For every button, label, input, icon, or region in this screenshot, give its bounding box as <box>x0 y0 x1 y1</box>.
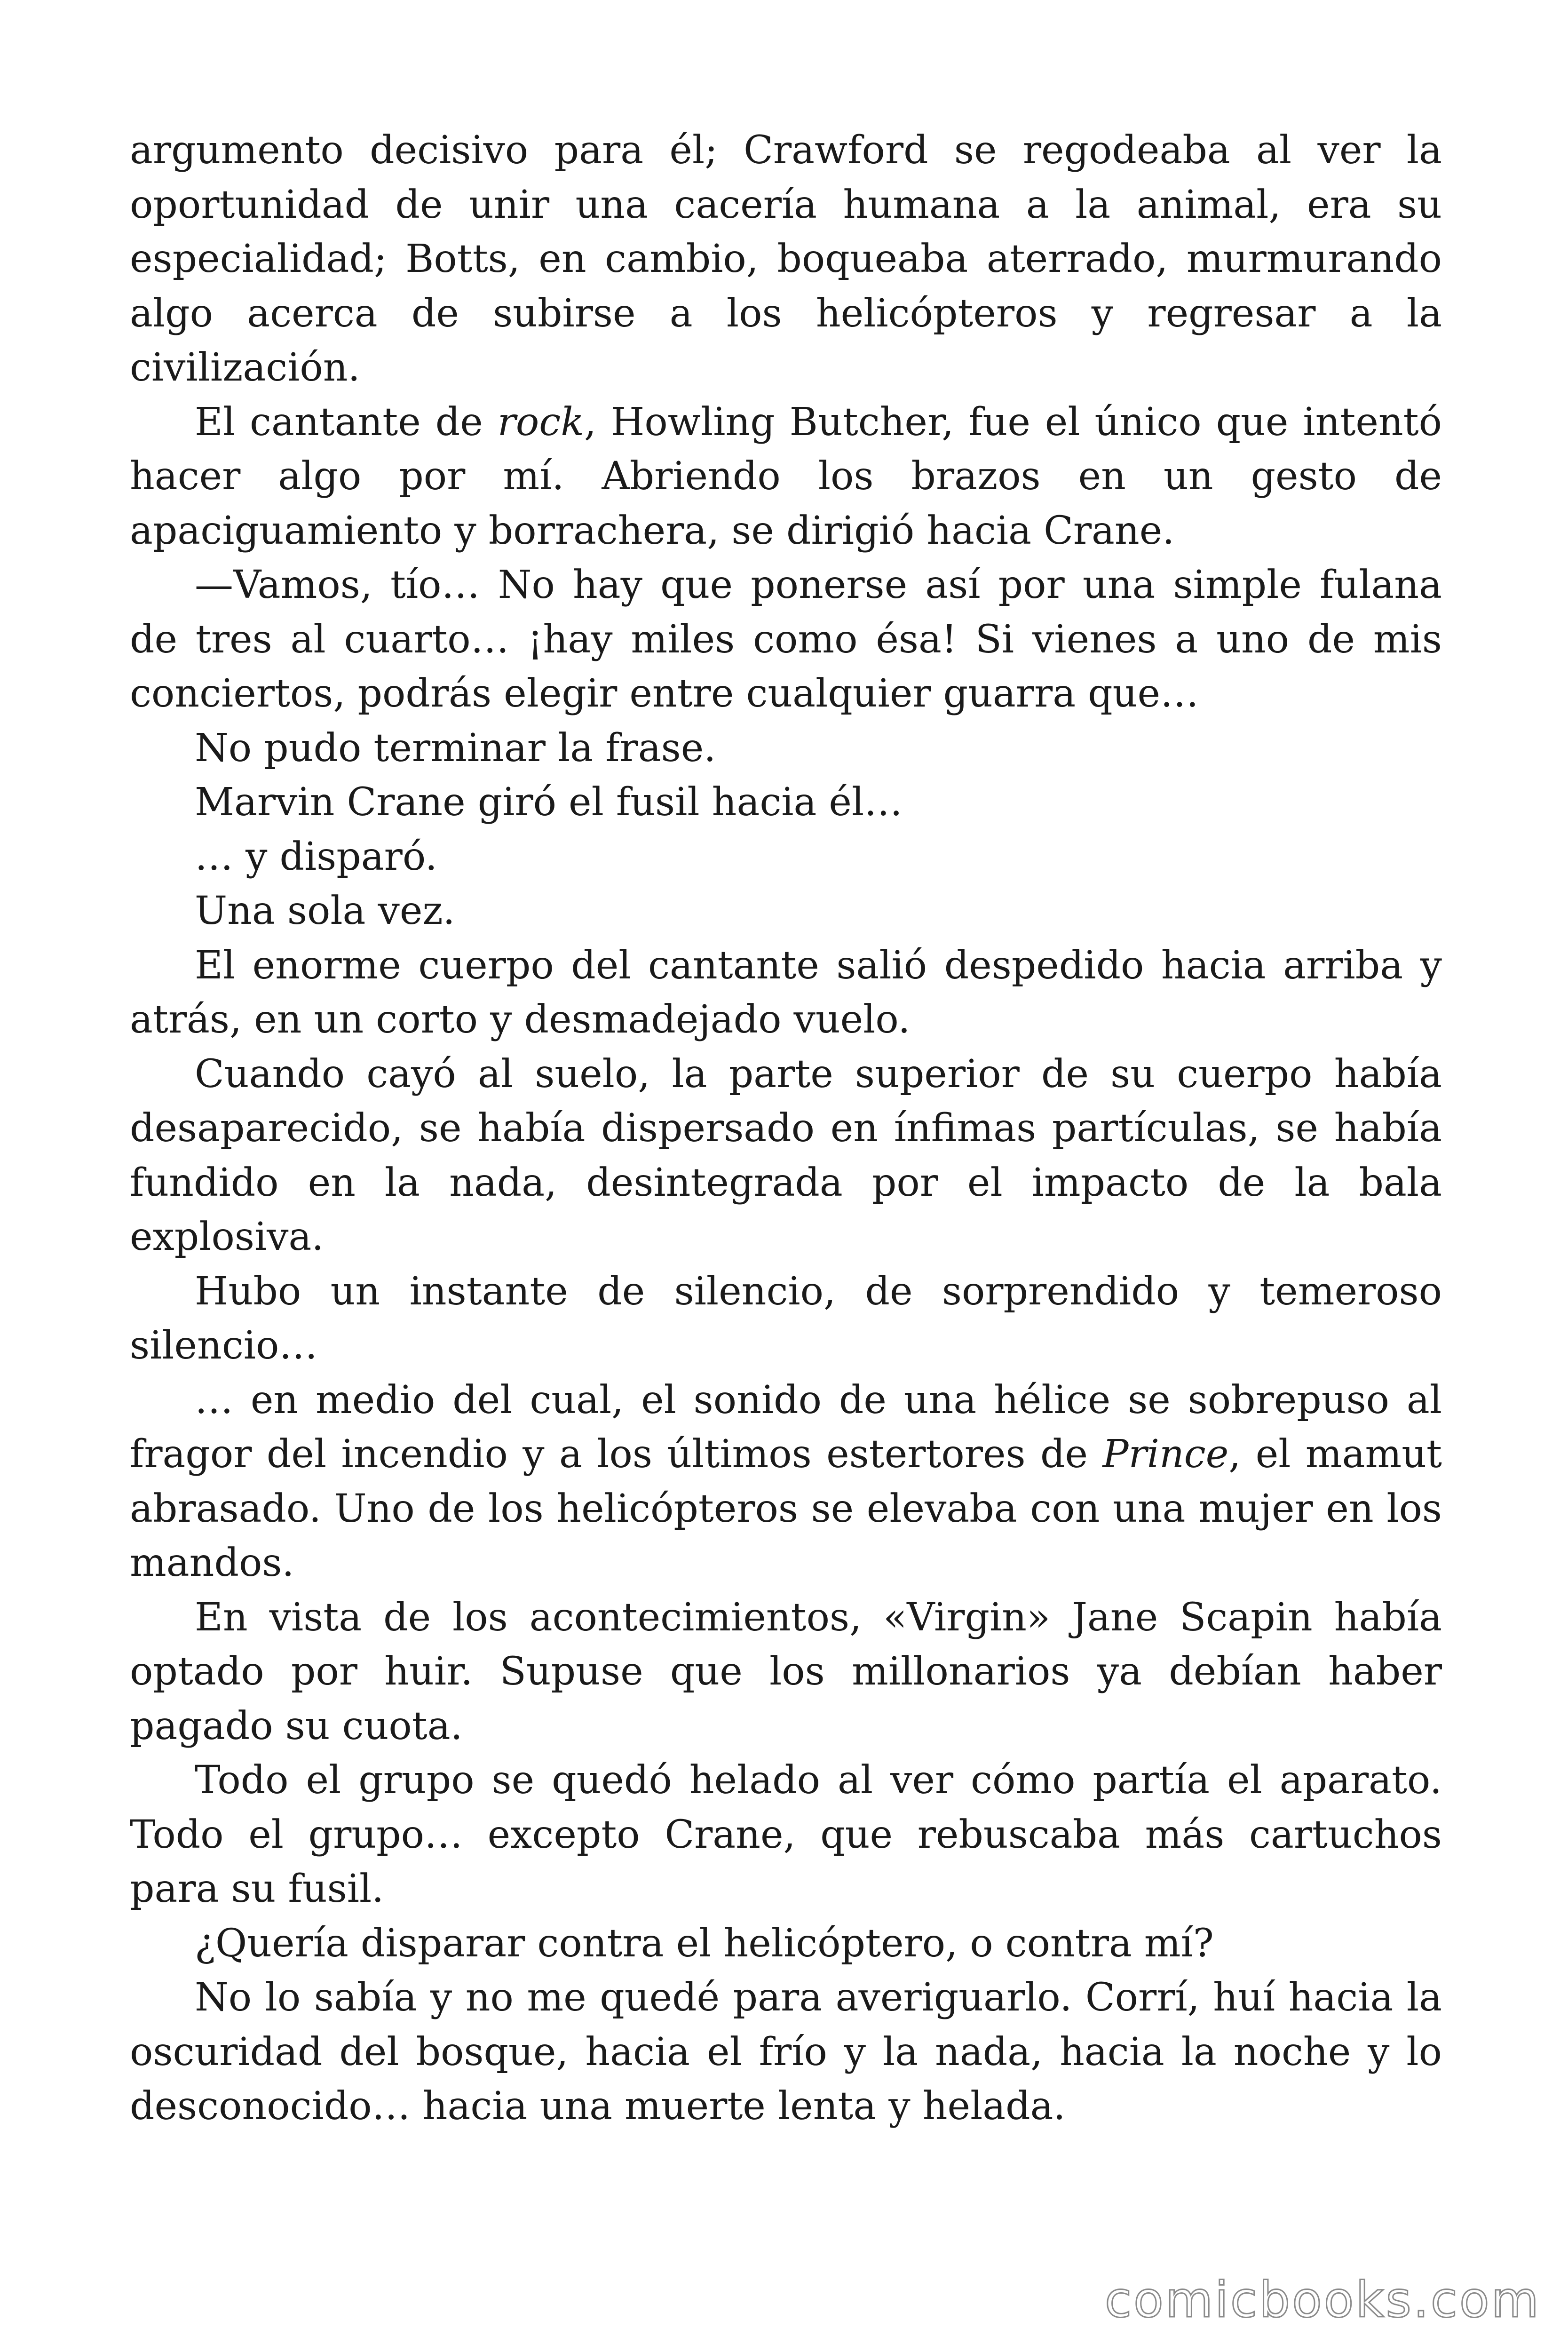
paragraph: En vista de los acontecimientos, «Virgin» Jane Scapin había optado por huir. Supuse que los millonarios ya debían haber pagado su cuota. <box>130 1595 1442 1748</box>
paragraph: No pudo terminar la frase. <box>195 725 716 771</box>
paragraph: … y disparó. <box>195 834 437 879</box>
paragraph: —Vamos, tío… No hay que ponerse así por una simple fulana de tres al cuarto… ¡hay miles como ésa! Si vienes a uno de mis conciertos, podrás elegir entre cualquier guarra que… <box>130 563 1442 716</box>
paragraph: Cuando cayó al suelo, la parte superior de su cuerpo había desaparecido, se había dispersado en ínfimas partículas, se había fundido en la nada, desintegrada por el impacto de la bala explosiva. <box>130 1051 1442 1259</box>
paragraph: El cantante de rock, Howling Butcher, fue el único que intentó hacer algo por mí. Abriendo los brazos en un gesto de apaciguamiento y borrachera, se dirigió hacia Crane. <box>130 399 1442 553</box>
paragraph: … en medio del cual, el sonido de una hélice se sobrepuso al fragor del incendio y a los últimos estertores de Prince, el mamut abrasado. Uno de los helicópteros se elevaba con una mujer en los mandos. <box>130 1377 1442 1585</box>
book-page-text <box>130 123 1442 2134</box>
paragraph: Una sola vez. <box>195 889 455 933</box>
paragraph: Todo el grupo se quedó helado al ver cómo partía el aparato. Todo el grupo… excepto Crane, que rebuscaba más cartuchos para su fusil. <box>130 1758 1442 1911</box>
watermark: comicbooks.com <box>1104 2271 1541 2328</box>
paragraph: Hubo un instante de silencio, de sorprendido y temeroso silencio… <box>130 1269 1442 1368</box>
paragraph: Marvin Crane giró el fusil hacia él… <box>195 780 903 825</box>
paragraph: No lo sabía y no me quedé para averiguarlo. Corrí, huí hacia la oscuridad del bosque, hacia el frío y la nada, hacia la noche y lo desconocido… hacia una muerte lenta y helada. <box>130 1975 1442 2129</box>
paragraph: El enorme cuerpo del cantante salió despedido hacia arriba y atrás, en un corto y desmadejado vuelo. <box>130 943 1442 1042</box>
paragraph: ¿Quería disparar contra el helicóptero, o contra mí? <box>195 1921 1214 1966</box>
italic-word: Prince <box>1102 1432 1229 1477</box>
paragraph: argumento decisivo para él; Crawford se regodeaba al ver la oportunidad de unir una cacería humana a la animal, era su especialidad; Botts, en cambio, boqueaba aterrado, murmurando algo acerca de subirse a los helicópteros y regresar a la civilización. <box>130 128 1442 390</box>
italic-word: rock <box>497 399 584 445</box>
